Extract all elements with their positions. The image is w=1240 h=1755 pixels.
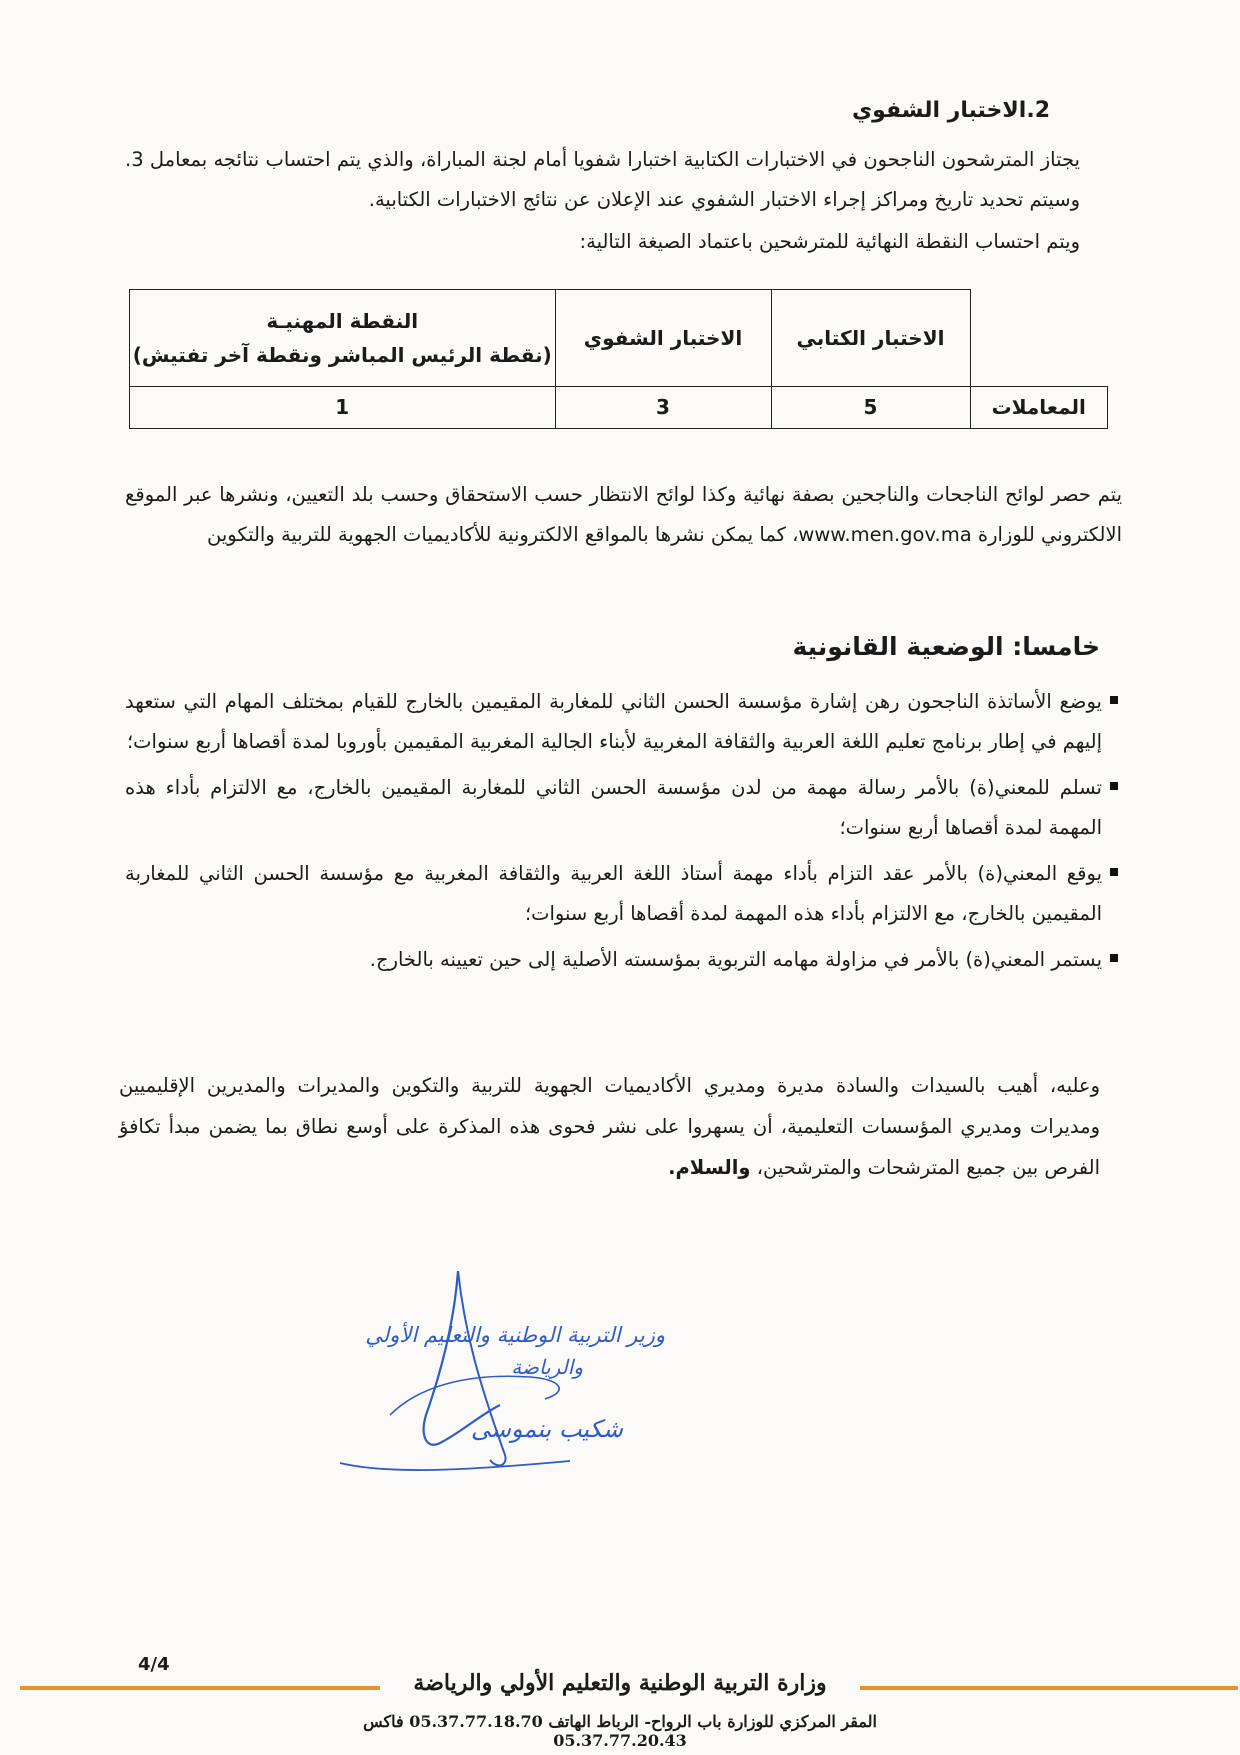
table-row — [130, 386, 1108, 428]
signature-title-line1: وزير التربية الوطنية والتعليم الأولي — [365, 1323, 665, 1347]
header-professional-line2: (نقطة الرئيس المباشر ونقطة آخر تفتيش) — [132, 342, 552, 367]
legal-status-heading: خامسا: الوضعية القانونية — [792, 632, 1100, 661]
bullet-square-icon — [1110, 696, 1118, 704]
bullet-square-icon — [1110, 868, 1118, 876]
table-corner-cell — [970, 290, 1108, 387]
header-written-exam: الاختبار الكتابي — [771, 290, 970, 387]
closing-text: وعليه، أهيب بالسيدات والسادة مديرة ومديري الأكاديميات الجهوية للتربية والتكوين والمديرات والمديرين الإقليميين ومديرات ومديري المؤسسات التعليمية، أن يسهروا على نشر فحوى هذه المذكرة على أوسع نطاق بما يضمن مبدأ تكافؤ الفرص بين جميع المترشحات والمترشحين، — [119, 1074, 1100, 1179]
oral-exam-heading: 2.الاختبار الشفوي — [852, 98, 1050, 123]
page-number: 4/4 — [138, 1654, 170, 1675]
closing-salutation: والسلام. — [668, 1156, 751, 1179]
signature-name: شكيب بنموسى — [470, 1415, 623, 1443]
list-item — [125, 768, 1118, 848]
legal-status-list — [125, 682, 1118, 986]
bullet-square-icon — [1110, 954, 1118, 962]
results-paragraph: يتم حصر لوائح الناجحات والناجحين بصفة نهائية وكذا لوائح الانتظار حسب الاستحقاق وحسب بلد التعيين، ونشرها عبر الموقع الالكتروني للوزارة www.men.gov.ma، كما يمكن نشرها بالمواقع الالكترونية للأكاديميات الجهوية للتربية والتكوين — [125, 483, 1122, 546]
list-item — [125, 940, 1118, 980]
list-item-text: يوضع الأساتذة الناجحون رهن إشارة مؤسسة الحسن الثاني للمغاربة المقيمين بالخارج للقيام بمختلف المهام التي ستعهد إليهم في إطار برنامج تعليم اللغة العربية والثقافة المغربية لأبناء الجالية المغربية المقيمين بأوروبا لمدة أقصاها أربع سنوات؛ — [125, 690, 1102, 753]
list-item-text: يستمر المعني(ة) بالأمر في مزاولة مهامه التربوية بمؤسسته الأصلية إلى حين تعيينه بالخارج. — [369, 948, 1102, 971]
minister-signature — [330, 1265, 675, 1485]
list-item-text: يوقع المعني(ة) بالأمر عقد التزام بأداء مهمة أستاذ اللغة العربية والثقافة المغربية مع مؤسسة الحسن الثاني للمغاربة المقيمين بالخارج، مع الالتزام بأداء هذه المهمة لمدة أقصاها أربع سنوات؛ — [125, 862, 1102, 925]
row-label-coefficients: المعاملات — [970, 386, 1108, 428]
list-item — [125, 682, 1118, 762]
table-header-row — [130, 290, 1108, 387]
footer-ministry-name: وزارة التربية الوطنية والتعليم الأولي والرياضة — [380, 1670, 860, 1696]
coefficients-table — [129, 289, 1108, 429]
header-professional-score — [130, 290, 556, 387]
closing-paragraph — [119, 1065, 1100, 1188]
footer-address: المقر المركزي للوزارة باب الرواح- الرباط الهاتف 05.37.77.18.70 فاكس 05.37.77.20.43 — [363, 1712, 877, 1750]
value-oral-exam: 3 — [555, 386, 771, 428]
value-written-exam: 5 — [771, 386, 970, 428]
signature-title-line2: والرياضة — [511, 1355, 583, 1379]
list-item — [125, 854, 1118, 934]
bullet-square-icon — [1110, 782, 1118, 790]
oral-exam-paragraph: يجتاز المترشحون الناجحون في الاختبارات الكتابية اختبارا شفويا أمام لجنة المباراة، والذي يتم احتساب نتائجه بمعامل 3. وسيتم تحديد تاريخ ومراكز إجراء الاختبار الشفوي عند الإعلان عن نتائج الاختبارات الكتابية. — [125, 148, 1080, 211]
header-professional-line1: النقطة المهنيـة — [266, 308, 419, 333]
final-score-intro: ويتم احتساب النقطة النهائية للمترشحين باعتماد الصيغة التالية: — [579, 230, 1080, 253]
signature-stroke-icon — [330, 1265, 675, 1485]
header-oral-exam: الاختبار الشفوي — [555, 290, 771, 387]
list-item-text: تسلم للمعني(ة) بالأمر رسالة مهمة من لدن مؤسسة الحسن الثاني للمغاربة المقيمين بالخارج، مع الالتزام بأداء هذه المهمة لمدة أقصاها أربع سنوات؛ — [125, 776, 1102, 839]
value-professional-score: 1 — [130, 386, 556, 428]
